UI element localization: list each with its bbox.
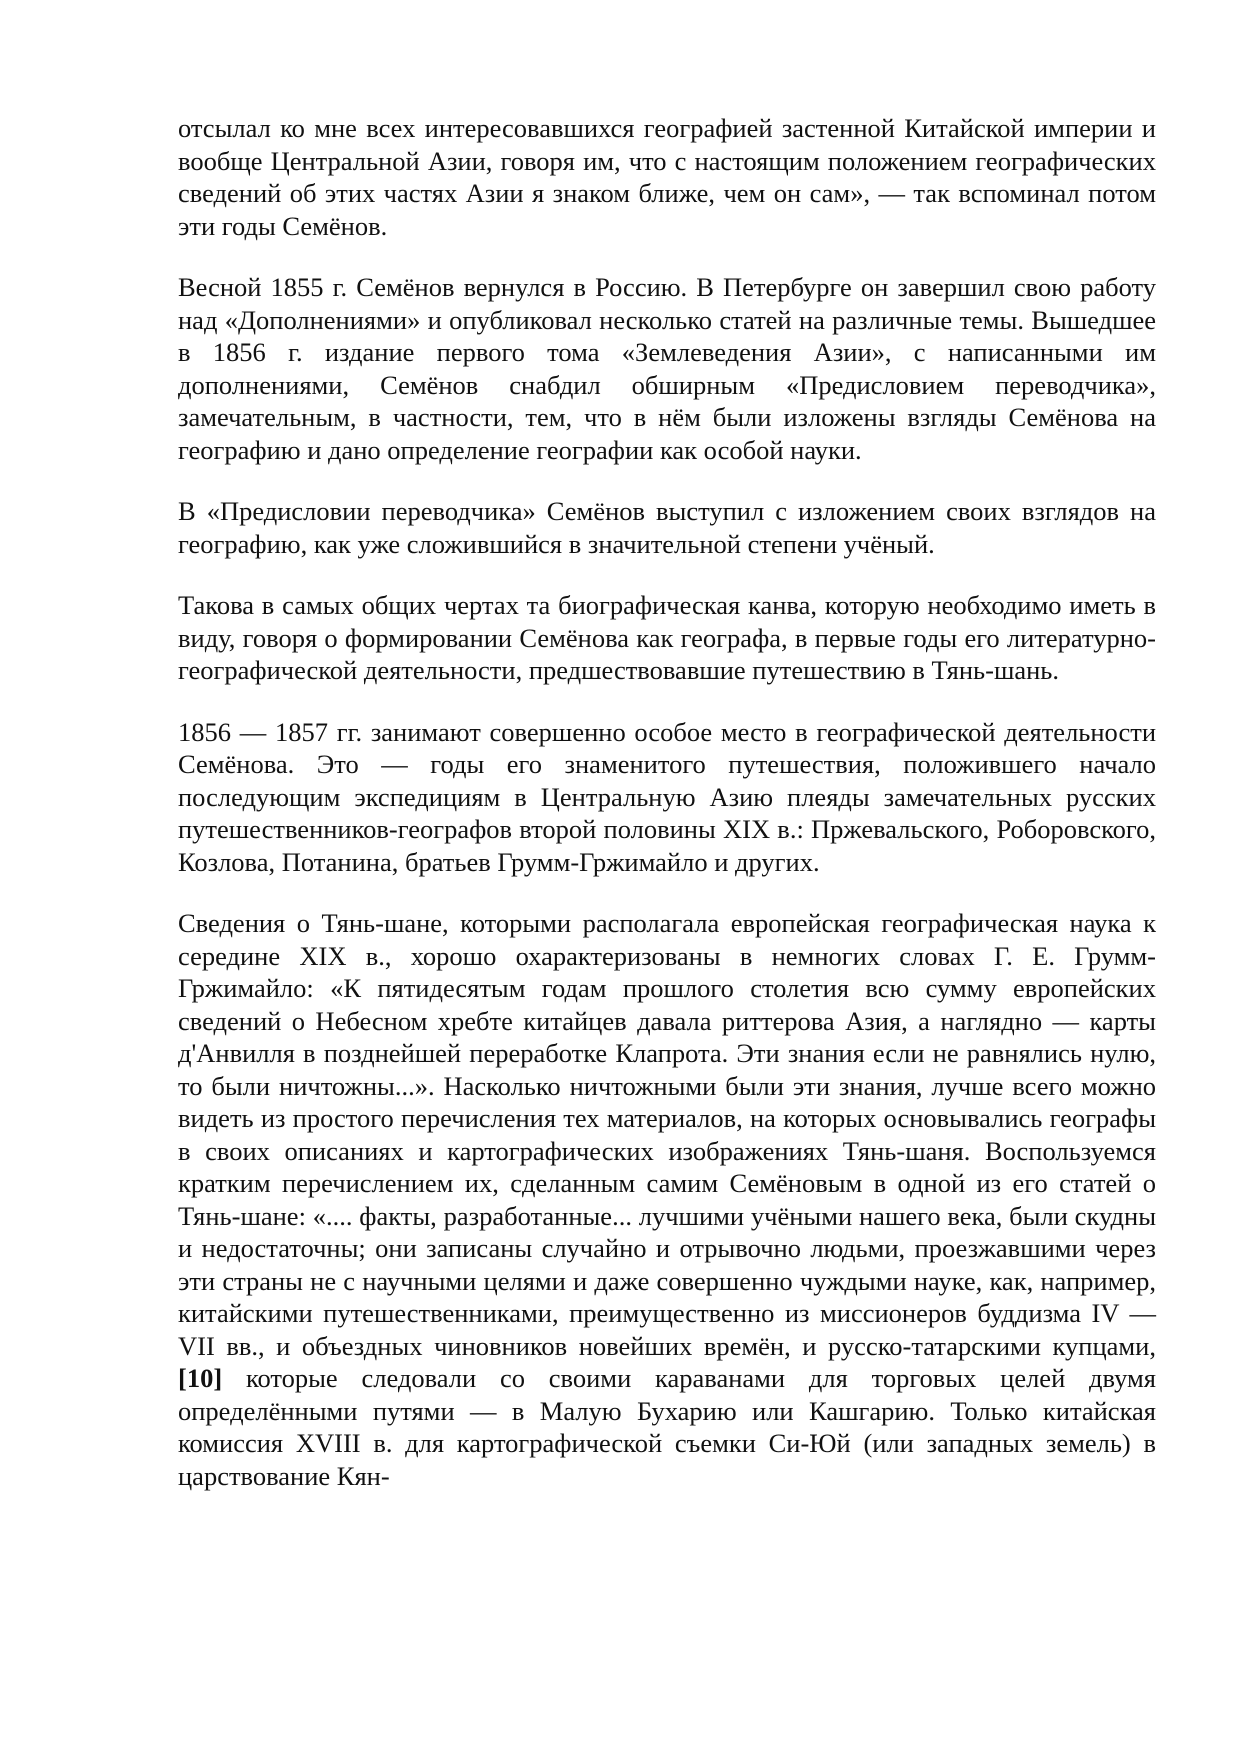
paragraph-6 (178, 907, 1156, 1492)
paragraph-text-after: которые следовали со своими караванами для торговых целей двумя определёнными путями — в Малую Бухарию или Кашгарию. Только китайская комиссия XVIII в. для картографической съемки Си-Юй (или западных земель) в царствование Кян- (178, 1363, 1156, 1491)
paragraph-2 (178, 271, 1156, 466)
paragraph-4 (178, 589, 1156, 687)
paragraph-text: Весной 1855 г. Семёнов вернулся в Россию. В Петербурге он завершил свою работу над «Дополнениями» и опубликовал несколько статей на различные темы. Вышедшее в 1856 г. издание первого тома «Землеведения Азии», с написанными им дополнениями, Семёнов снабдил обширным «Предисловием переводчика», замечательным, в частности, тем, что в нём были изложены взгляды Семёнова на географию и дано определение географии как особой науки. (178, 272, 1156, 465)
paragraph-text: Такова в самых общих чертах та биографическая канва, которую необходимо иметь в виду, говоря о формировании Семёнова как географа, в первые годы его литературно-географической деятельности, предшествовавшие путешествию в Тянь-шань. (178, 590, 1156, 685)
paragraph-text: отсылал ко мне всех интересовавшихся географией застенной Китайской империи и вообще Центральной Азии, говоря им, что с настоящим положением географических сведений об этих частях Азии я знаком ближе, чем он сам», — так вспоминал потом эти годы Семёнов. (178, 113, 1156, 241)
page-marker: [10] (178, 1363, 223, 1393)
document-page (178, 112, 1156, 1521)
paragraph-text: 1856 — 1857 гг. занимают совершенно особое место в географической деятельности Семёнова. Это — годы его знаменитого путешествия, положившего начало последующим экспедициям в Центральную Азию плеяды замечательных русских путешественников-географов второй половины XIX в.: Пржевальского, Роборовского, Козлова, Потанина, братьев Грумм-Гржимайло и других. (178, 716, 1156, 877)
paragraph-3 (178, 495, 1156, 560)
paragraph-text: В «Предисловии переводчика» Семёнов выступил с изложением своих взглядов на географию, как уже сложившийся в значительной степени учёный. (178, 496, 1156, 559)
paragraph-5 (178, 716, 1156, 879)
paragraph-1 (178, 112, 1156, 242)
paragraph-text-before: Сведения о Тянь-шане, которыми располагала европейская географическая наука к середине XIX в., хорошо охарактеризованы в немногих словах Г. Е. Грумм-Гржимайло: «К пятидесятым годам прошлого столетия всю сумму европейских сведений о Небесном хребте китайцев давала риттерова Азия, а наглядно — карты д'Анвилля в позднейшей переработке Клапрота. Эти знания если не равнялись нулю, то были ничтожны...». Насколько ничтожными были эти знания, лучше всего можно видеть из простого перечисления тех материалов, на которых основывались географы в своих описаниях и картографических изображениях Тянь-шаня. Воспользуемся кратким перечислением их, сделанным самим Семёновым в одной из его статей о Тянь-шане: «.... факты, разработанные... лучшими учёными нашего века, были скудны и недостаточны; они записаны случайно и отрывочно людьми, проезжавшими через эти страны не с научными целями и даже совершенно чуждыми науке, как, например, китайскими путешественниками, преимущественно из миссионеров буддизма IV — VII вв., и объездных чиновников новейших времён, и русско-татарскими купцами, (178, 908, 1156, 1361)
